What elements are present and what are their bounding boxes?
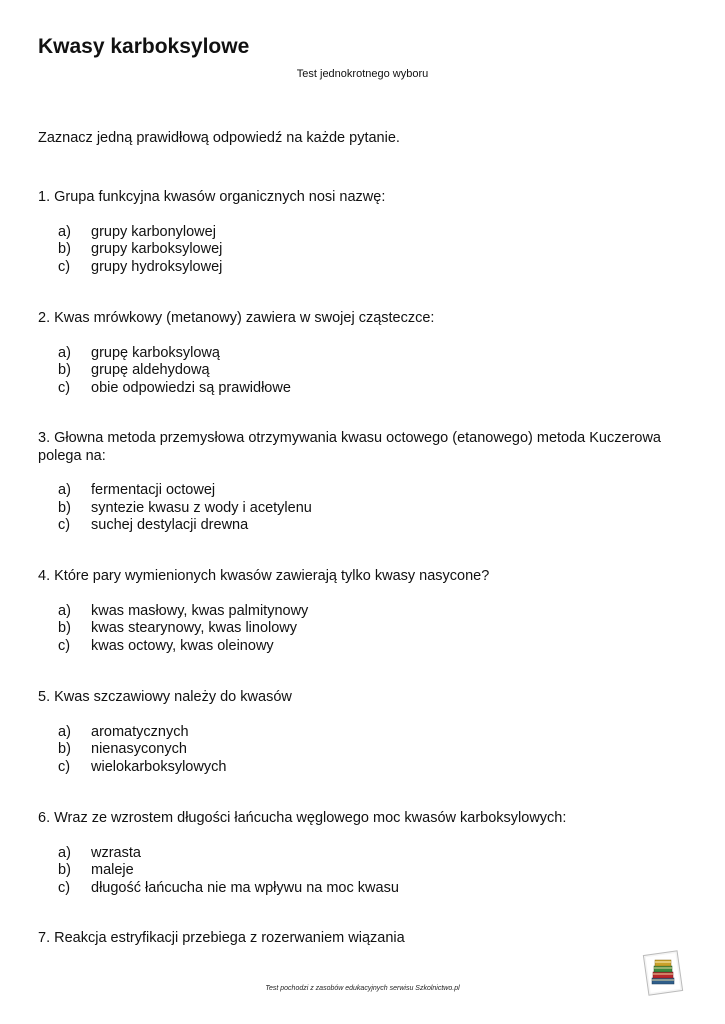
question-text-line2: polega na: [38,447,106,464]
question-2 [38,310,688,397]
answer-list [38,845,688,898]
answer-letter: c) [58,758,71,775]
answer-option[interactable] [38,845,688,863]
answer-option[interactable] [38,603,688,621]
answer-option[interactable] [38,862,688,880]
answer-letter: a) [58,602,71,619]
question-text: 1. Grupa funkcyjna kwasów organicznych nosi nazwę: [38,189,386,205]
answer-letter: a) [58,344,71,361]
question-4 [38,568,688,655]
answer-list [38,224,688,277]
question-text: 6. Wraz ze wzrostem długości łańcucha węglowego moc kwasów karboksylowych: [38,810,567,826]
page-subtitle: Test jednokrotnego wyboru [296,68,429,80]
answer-option[interactable] [38,345,688,363]
answer-text: aromatycznych [91,723,189,740]
question-5 [38,689,688,776]
question-6 [38,810,688,897]
answer-option[interactable] [38,380,688,398]
footer-source-text: Test pochodzi z zasobów edukacyjnych serwisu Szkolnictwo.pl [265,985,460,992]
answer-letter: b) [58,620,71,636]
answer-letter: a) [58,723,71,740]
answer-list [38,603,688,656]
answer-list [38,482,688,535]
answer-text: kwas octowy, kwas oleinowy [91,637,274,654]
answer-text: kwas masłowy, kwas palmitynowy [91,602,309,619]
question-text: 4. Które pary wymienionych kwasów zawierają tylko kwasy nasycone? [38,568,490,584]
question-1 [38,189,688,276]
answer-option[interactable] [38,500,688,518]
books-icon [641,950,685,996]
question-3 [38,430,688,535]
answer-letter: a) [58,844,71,861]
answer-text: długość łańcucha nie ma wpływu na moc kwasu [91,879,399,896]
answer-letter: b) [58,499,71,516]
answer-text: grupy karboksylowej [91,241,223,257]
answer-option[interactable] [38,759,688,777]
answer-option[interactable] [38,362,688,380]
answer-letter: c) [58,637,71,654]
answer-letter: b) [58,362,71,378]
answer-letter: a) [58,223,71,240]
question-text: 5. Kwas szczawiowy należy do kwasów [38,689,292,705]
answer-text: obie odpowiedzi są prawidłowe [91,379,291,396]
answer-text: grupy karbonylowej [91,223,216,240]
answer-text: kwas stearynowy, kwas linolowy [91,620,298,636]
answer-text: wielokarboksylowych [91,758,227,775]
answer-option[interactable] [38,259,688,277]
answer-option[interactable] [38,724,688,742]
answer-text: grupę karboksylową [91,344,220,361]
answer-option[interactable] [38,620,688,638]
question-7 [38,930,688,948]
answer-letter: c) [58,258,71,275]
answer-text: suchej destylacji drewna [91,517,249,533]
question-text-line1: 3. Głowna metoda przemysłowa otrzymywania kwasu octowego (etanowego) metoda Kuczerowa [38,430,661,446]
question-text: 2. Kwas mrówkowy (metanowy) zawiera w swojej cząsteczce: [38,310,435,326]
answer-list [38,724,688,777]
answer-letter: c) [58,879,71,896]
answer-letter: b) [58,862,71,878]
answer-option[interactable] [38,880,688,898]
answer-option[interactable] [38,241,688,259]
answer-option[interactable] [38,517,688,535]
page-title: Kwasy karboksylowe [38,35,250,58]
question-text [38,430,688,465]
answer-option[interactable] [38,638,688,656]
answer-option[interactable] [38,224,688,242]
answer-letter: c) [58,517,71,533]
answer-option[interactable] [38,741,688,759]
answer-text: fermentacji octowej [91,482,216,498]
answer-letter: b) [58,241,71,257]
instruction-text: Zaznacz jedną prawidłową odpowiedź na każde pytanie. [38,130,400,146]
answer-list [38,345,688,398]
answer-text: grupę aldehydową [91,362,210,378]
answer-letter: b) [58,741,71,757]
answer-text: grupy hydroksylowej [91,258,223,275]
answer-letter: a) [58,482,71,498]
answer-text: syntezie kwasu z wody i acetylenu [91,499,312,516]
question-text: 7. Reakcja estryfikacji przebiega z rozerwaniem wiązania [38,930,405,946]
answer-option[interactable] [38,482,688,500]
answer-text: maleje [91,862,134,878]
answer-letter: c) [58,379,71,396]
answer-text: nienasyconych [91,741,187,757]
answer-text: wzrasta [91,844,141,861]
